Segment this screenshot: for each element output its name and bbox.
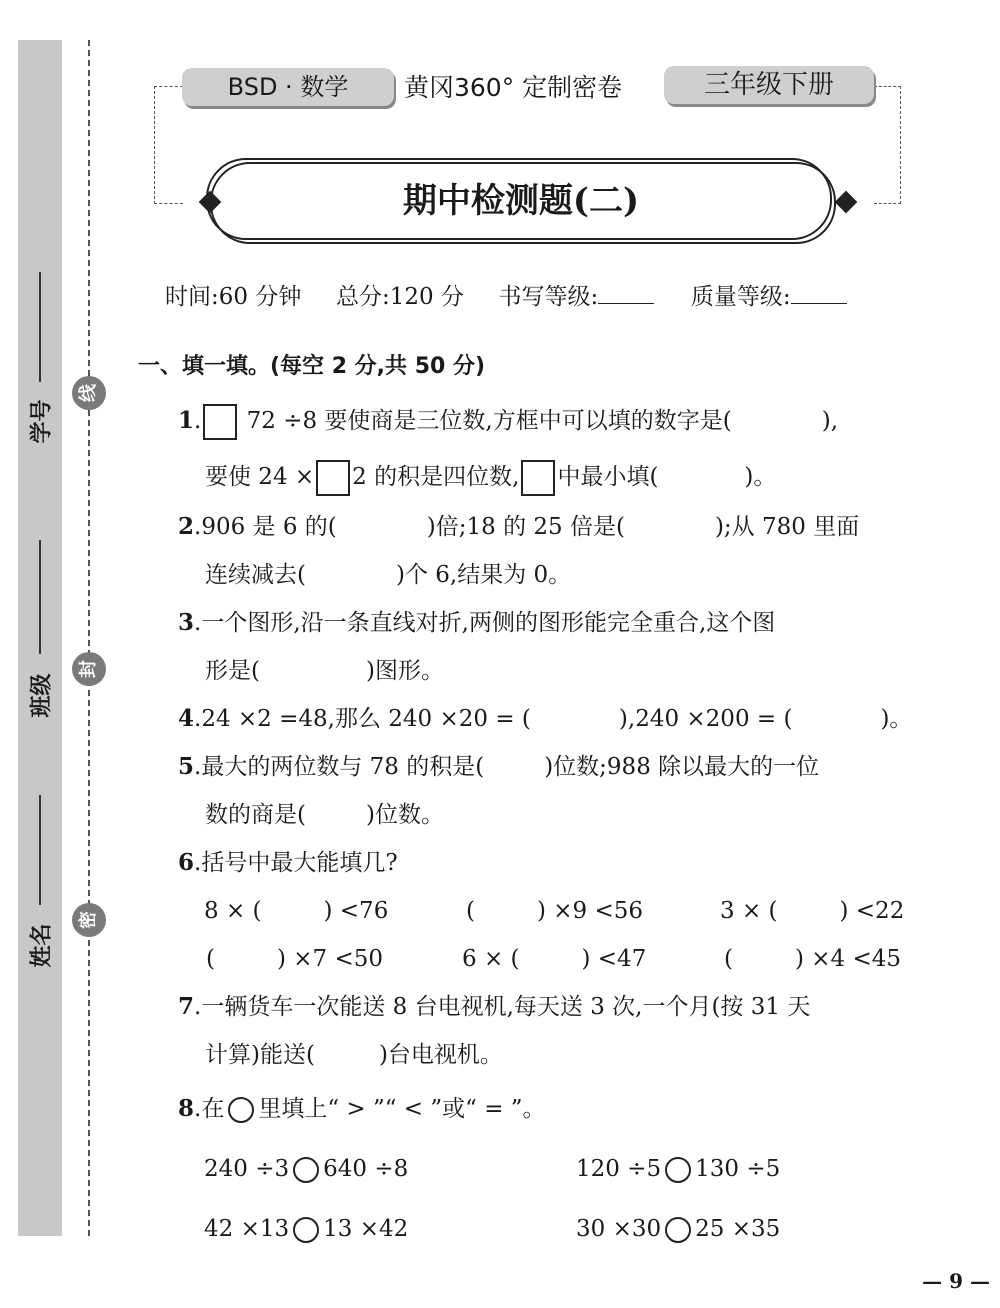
question-3-line-2 [205, 656, 444, 686]
student-id-blank[interactable] [39, 272, 41, 382]
question-text: ) ×4 <45 [794, 946, 902, 972]
question-5-line-2 [205, 800, 444, 830]
question-text: 一辆货车一次能送 8 台电视机,每天送 3 次,一个月(按 31 天 [201, 994, 811, 1020]
question-text: )。 [744, 464, 777, 490]
question-text: 6 × ( [462, 946, 520, 972]
cut-line [88, 40, 90, 1236]
question-number: 7 [178, 993, 195, 1020]
question-text: 72 ÷8 要使商是三位数,方框中可以填的数字是( [246, 408, 732, 434]
circle-icon [228, 1097, 254, 1123]
compare-item [576, 1214, 780, 1244]
writing-grade-label: 书写等级: [498, 284, 599, 310]
question-text: 要使 24 × [205, 464, 315, 490]
question-6-item [466, 896, 643, 926]
compare-item [576, 1154, 780, 1184]
exam-time: 时间:60 分钟 [165, 284, 302, 310]
question-text: )台电视机。 [378, 1042, 503, 1068]
seal-secret-badge: 密 [72, 903, 106, 937]
compare-left: 240 ÷3 [204, 1156, 290, 1182]
question-number: 3 [178, 609, 195, 636]
question-5-line-1: 5.最大的两位数与 78 的积是( )位数;988 除以最大的一位 [178, 753, 820, 780]
diamond-right [835, 191, 858, 214]
question-text: ) <22 [839, 898, 905, 924]
question-7-line-1: 7.一辆货车一次能送 8 台电视机,每天送 3 次,一个月(按 31 天 [178, 993, 811, 1020]
compare-left: 30 ×30 [576, 1216, 662, 1242]
question-6-item [206, 944, 383, 974]
brand-series: 黄冈360° 定制密卷 [404, 73, 623, 102]
question-text: 8 × ( [204, 898, 262, 924]
question-6-item [724, 944, 901, 974]
compare-left: 120 ÷5 [576, 1156, 662, 1182]
question-text: ) <76 [323, 898, 389, 924]
question-text: 里填上“ > ”“ < ”或“ = ”。 [258, 1096, 546, 1122]
question-number: 8 [178, 1095, 195, 1122]
question-1-line-2 [205, 460, 776, 496]
answer-box[interactable] [521, 460, 555, 496]
compare-circle[interactable] [293, 1217, 319, 1243]
page-title: 期中检测题(二) [402, 181, 640, 221]
question-text: 连续减去( [205, 562, 306, 588]
question-6-item [720, 896, 904, 926]
brand-grade-pill: 三年级下册 [664, 66, 874, 104]
answer-box[interactable] [203, 404, 237, 440]
question-text: 最大的两位数与 78 的积是( [201, 754, 485, 780]
question-text: ),240 ×200 = ( [618, 706, 793, 732]
question-8-prompt: 8.在 里填上“ > ”“ < ”或“ = ”。 [178, 1095, 546, 1122]
question-text: )位数;988 除以最大的一位 [544, 754, 820, 780]
seal-seal-badge: 封 [72, 652, 106, 686]
name-blank[interactable] [39, 795, 41, 905]
quality-grade-label: 质量等级: [690, 284, 791, 310]
question-text: ( [466, 898, 475, 924]
question-text: ) ×9 <56 [536, 898, 644, 924]
question-text: 24 ×2 =48,那么 240 ×20 = ( [201, 706, 531, 732]
question-text: 计算)能送( [205, 1042, 315, 1068]
header-connector-left [154, 86, 183, 204]
compare-circle[interactable] [293, 1157, 319, 1183]
question-text: 中最小填( [557, 464, 659, 490]
writing-grade-blank[interactable] [598, 285, 654, 304]
exam-total-score: 总分:120 分 [335, 284, 464, 310]
question-2-line-1: 2.906 是 6 的( )倍;18 的 25 倍是( );从 780 里面 [178, 513, 860, 540]
question-6-item [462, 944, 646, 974]
answer-box[interactable] [316, 460, 350, 496]
question-text: 3 × ( [720, 898, 778, 924]
header-connector-right [874, 86, 901, 204]
question-2-line-2 [205, 560, 571, 590]
compare-item [204, 1214, 408, 1244]
compare-item [204, 1154, 408, 1184]
question-text: )倍;18 的 25 倍是( [426, 514, 625, 540]
question-text: )图形。 [365, 658, 444, 684]
page-number: — 9 — [922, 1269, 990, 1293]
question-text: ) ×7 <50 [276, 946, 384, 972]
compare-right: 13 ×42 [323, 1216, 409, 1242]
compare-right: 640 ÷8 [323, 1156, 409, 1182]
question-text: )位数。 [365, 802, 444, 828]
question-text: 形是( [205, 658, 260, 684]
question-4: 4.24 ×2 =48,那么 240 ×20 = ( ),240 ×200 = ( )。 [178, 705, 913, 732]
class-blank[interactable] [39, 540, 41, 654]
question-6-prompt: 6.括号中最大能填几? [178, 849, 398, 876]
compare-right: 25 ×35 [695, 1216, 781, 1242]
question-text: 在 [201, 1096, 225, 1122]
question-text: );从 780 里面 [714, 514, 860, 540]
compare-circle[interactable] [665, 1217, 691, 1243]
question-6-item [204, 896, 388, 926]
question-text: ), [821, 408, 839, 434]
class-label: 班级 [29, 673, 55, 718]
question-text: 906 是 6 的( [201, 514, 337, 540]
student-id-label: 学号 [29, 399, 55, 444]
question-1-line-1: 1. 72 ÷8 要使商是三位数,方框中可以填的数字是( ), [178, 404, 838, 440]
compare-circle[interactable] [665, 1157, 691, 1183]
brand-subject-pill: BSD · 数学 [182, 68, 394, 106]
quality-grade-blank[interactable] [791, 285, 847, 304]
name-label: 姓名 [29, 923, 55, 968]
question-text: ) <47 [581, 946, 647, 972]
question-text: ( [206, 946, 215, 972]
question-text: ( [724, 946, 733, 972]
question-number: 5 [178, 753, 195, 780]
question-text: )。 [880, 706, 913, 732]
exam-meta [165, 278, 847, 311]
question-number: 1 [178, 407, 195, 434]
question-text: 括号中最大能填几? [201, 850, 398, 876]
question-number: 6 [178, 849, 195, 876]
question-text: 一个图形,沿一条直线对折,两侧的图形能完全重合,这个图 [201, 610, 776, 636]
question-number: 2 [178, 513, 195, 540]
seal-line-badge: 线 [72, 376, 106, 410]
question-3-line-1: 3.一个图形,沿一条直线对折,两侧的图形能完全重合,这个图 [178, 609, 776, 636]
compare-right: 130 ÷5 [695, 1156, 781, 1182]
question-text: )个 6,结果为 0。 [395, 562, 572, 588]
section-heading: 一、填一填。(每空 2 分,共 50 分) [138, 354, 486, 379]
compare-left: 42 ×13 [204, 1216, 290, 1242]
question-number: 4 [178, 705, 195, 732]
question-text: 2 的积是四位数, [352, 464, 520, 490]
question-7-line-2 [205, 1040, 503, 1070]
question-text: 数的商是( [205, 802, 306, 828]
